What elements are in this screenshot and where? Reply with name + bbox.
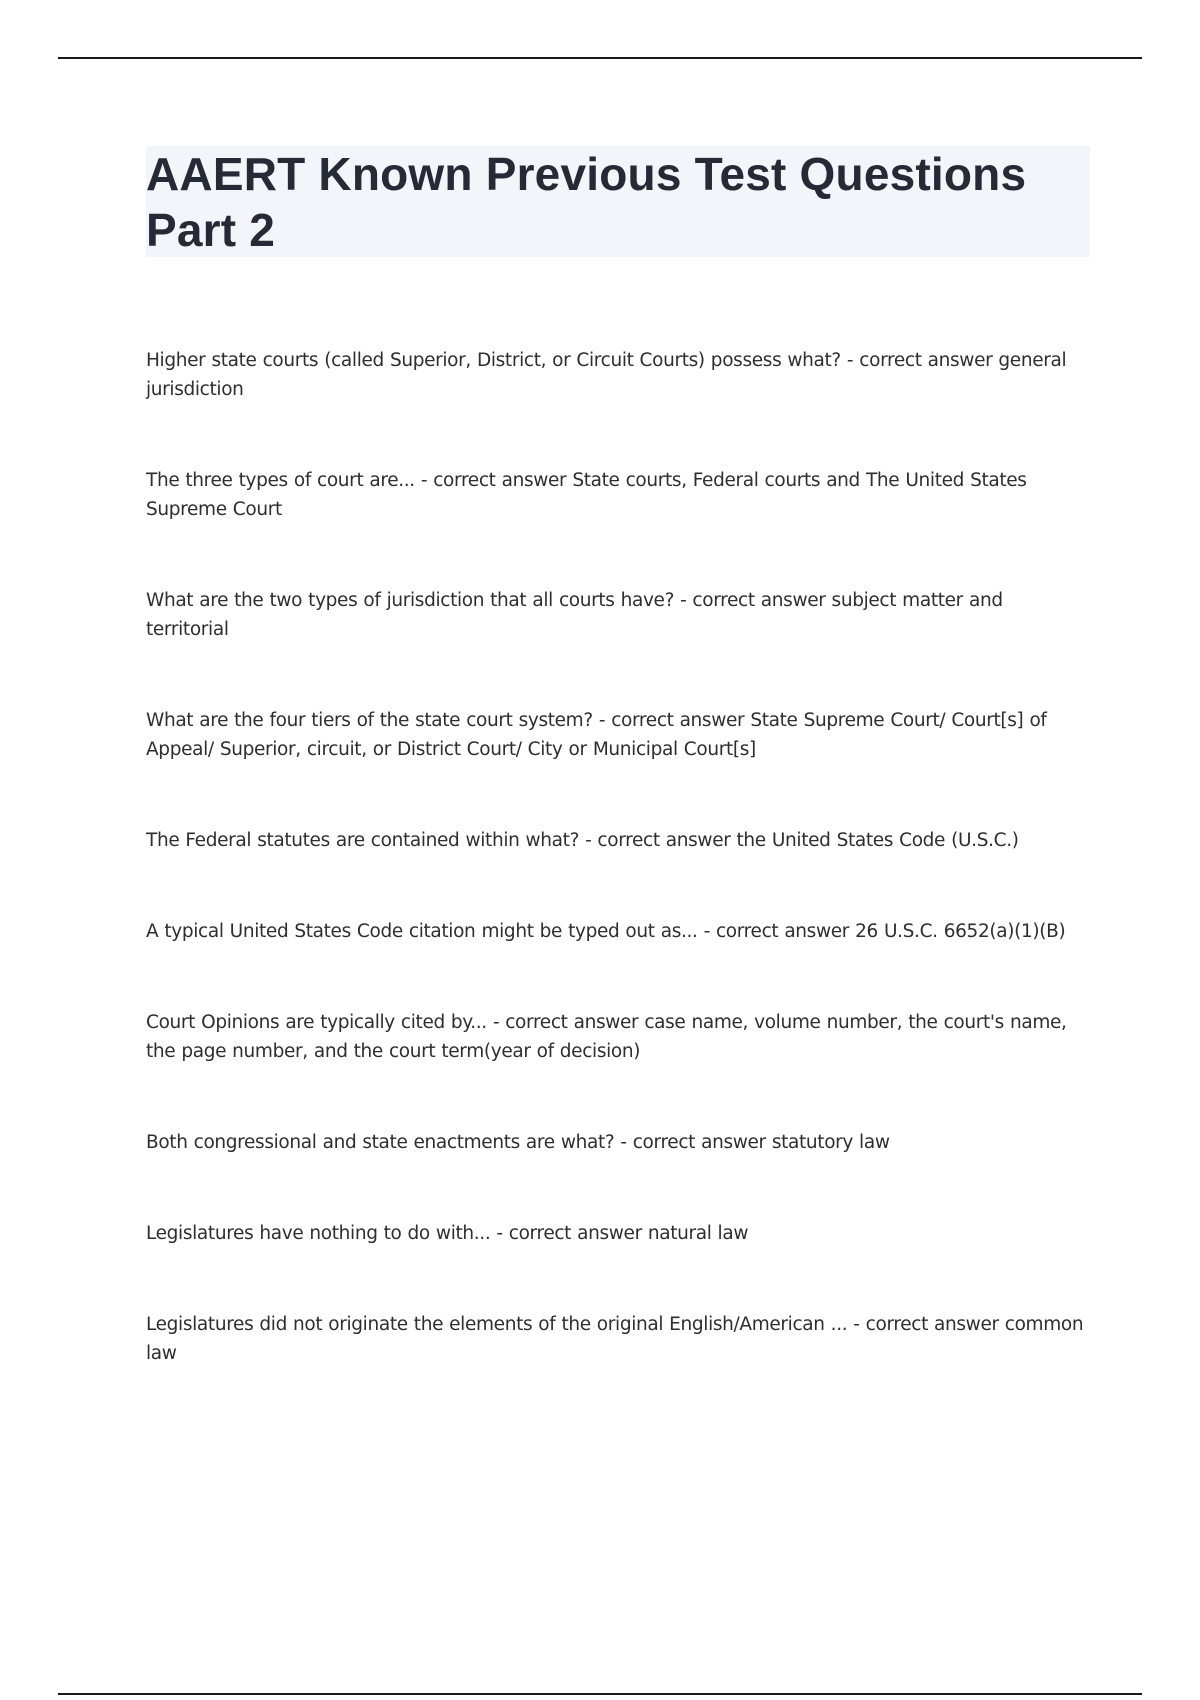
top-rule xyxy=(58,57,1142,59)
bottom-rule xyxy=(58,1693,1142,1695)
qa-item: Higher state courts (called Superior, District, or Circuit Courts) possess what? - correct answer general jurisdiction xyxy=(146,350,1067,400)
qa-item: What are the two types of jurisdiction that all courts have? - correct answer subject matter and territorial xyxy=(146,590,1003,640)
qa-item: Both congressional and state enactments are what? - correct answer statutory law xyxy=(146,1132,890,1153)
title-banner xyxy=(146,146,1090,257)
qa-item: The three types of court are... - correct answer State courts, Federal courts and The United States Supreme Court xyxy=(146,470,1027,520)
qa-item: What are the four tiers of the state court system? - correct answer State Supreme Court/ Court[s] of Appeal/ Superior, circuit, or District Court/ City or Municipal Court[s] xyxy=(146,710,1047,760)
qa-item: Legislatures did not originate the elements of the original English/American ... - correct answer common law xyxy=(146,1314,1084,1364)
qa-item: Legislatures have nothing to do with... - correct answer natural law xyxy=(146,1223,749,1244)
page-title: AAERT Known Previous Test Questions Part 2 xyxy=(146,148,1027,256)
qa-item: Court Opinions are typically cited by... - correct answer case name, volume number, the court's name, the page number, and the court term(year of decision) xyxy=(146,1012,1067,1062)
qa-item: The Federal statutes are contained within what? - correct answer the United States Code (U.S.C.) xyxy=(146,830,1019,851)
qa-item: A typical United States Code citation might be typed out as... - correct answer 26 U.S.C. 6652(a)(1)(B) xyxy=(146,921,1066,942)
